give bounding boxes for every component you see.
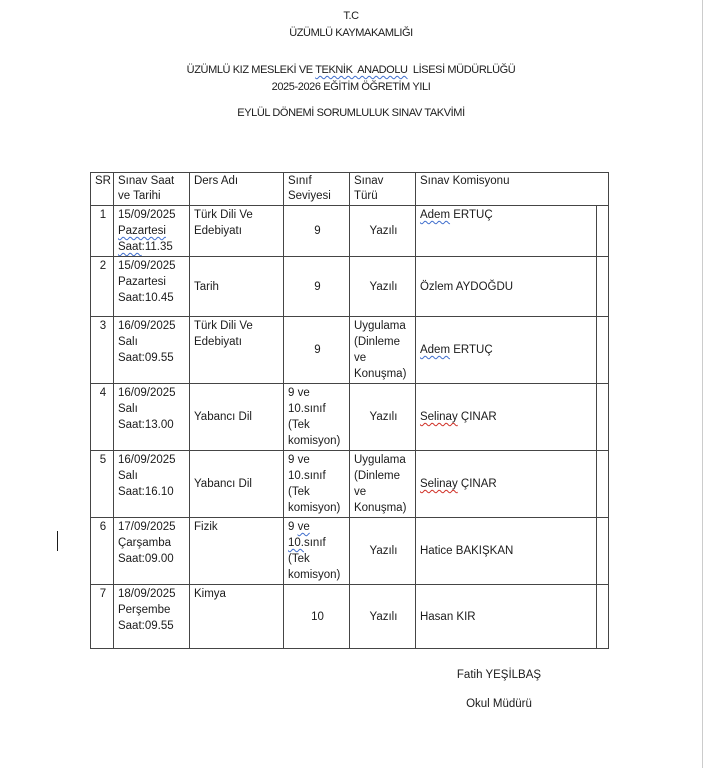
text-segment: (Tek — [287, 553, 310, 565]
text-segment: 9 — [314, 280, 321, 293]
cell-line — [288, 551, 347, 567]
text-segment: Türk Dili Ve — [193, 209, 253, 221]
cell-line — [118, 350, 187, 366]
text-segment: 3 — [99, 320, 107, 332]
text-segment: Yazılı — [369, 545, 398, 557]
cell-line — [95, 385, 111, 401]
text-segment: 4 — [99, 387, 107, 399]
text-segment: Tarih — [193, 280, 219, 293]
cell-exam-type — [349, 585, 415, 649]
text-segment: Uygulama — [353, 320, 406, 332]
cell-committee — [415, 518, 596, 585]
cell-line — [420, 409, 594, 425]
text-segment: Hatice BAKIŞKAN — [419, 545, 514, 557]
cell-line — [118, 207, 187, 223]
text-segment: Kimya — [193, 588, 226, 600]
column-header-label: Sınav — [353, 175, 384, 187]
text-segment: Pazartesi — [117, 276, 166, 288]
text-segment: LİSESİ MÜDÜRLÜĞÜ — [407, 64, 516, 76]
text-segment: ERTUÇ — [450, 344, 493, 356]
text-segment: 10.sınıf — [287, 470, 326, 482]
text-segment: ÇINAR — [457, 411, 497, 423]
cell-exam-datetime — [113, 384, 189, 451]
text-segment: 6 — [99, 521, 107, 533]
cell-line — [118, 223, 187, 239]
text-segment: ve — [353, 352, 367, 364]
doc-header-tc: T.C — [343, 10, 359, 22]
cell-line — [354, 452, 413, 468]
column-header-label: Türü — [353, 190, 378, 202]
cell-exam-type — [349, 317, 415, 384]
column-header-label: Ders Adı — [193, 175, 239, 187]
cell-course-name — [189, 317, 283, 384]
grammar-flagged-word: 10. — [287, 537, 304, 549]
text-segment: 10.sınıf — [287, 403, 326, 415]
text-cursor-artifact — [57, 531, 58, 551]
cell-course-name — [189, 518, 283, 585]
table-row — [91, 257, 609, 317]
table-row — [91, 518, 609, 585]
cell-line — [288, 519, 347, 535]
cell-line — [118, 258, 187, 274]
cell-line — [288, 567, 347, 583]
cell-committee — [415, 585, 596, 649]
text-segment: Konuşma) — [353, 368, 407, 380]
text-segment: Yabancı Dil — [193, 411, 252, 423]
text-segment: ve — [353, 486, 367, 498]
text-segment: 16/09/2025 — [117, 387, 176, 399]
cell-line — [354, 609, 413, 625]
cell-line — [288, 609, 347, 625]
cell-exam-datetime — [113, 317, 189, 384]
cell-exam-type — [349, 257, 415, 317]
cell-line — [354, 318, 413, 334]
column-header — [283, 173, 349, 206]
cell-line — [288, 223, 347, 239]
cell-grade-level — [283, 257, 349, 317]
column-header-label: Sınıf — [287, 175, 312, 187]
grammar-flagged-word: Saat — [117, 241, 142, 253]
cell-line — [118, 274, 187, 290]
cell-line — [354, 279, 413, 295]
doc-header-school-year: 2025-2026 EĞİTİM ÖĞRETİM YILI — [271, 81, 431, 93]
text-segment: komisyon) — [287, 569, 341, 581]
cell-line — [194, 334, 281, 350]
cell-line — [95, 207, 111, 223]
text-segment: 9 — [287, 521, 298, 533]
text-segment: (Tek — [287, 419, 310, 431]
cell-empty — [596, 384, 608, 451]
text-segment: Konuşma) — [353, 502, 407, 514]
cell-empty — [596, 257, 608, 317]
text-segment: 17/09/2025 — [117, 521, 176, 533]
cell-line — [194, 476, 281, 492]
cell-line — [95, 318, 111, 334]
spelling-flagged-word: Selinay — [419, 478, 458, 490]
cell-line — [420, 476, 594, 492]
cell-sr — [91, 384, 114, 451]
cell-line — [118, 551, 187, 567]
text-segment: (Tek — [287, 486, 310, 498]
table-body — [91, 206, 609, 649]
column-header-label: Seviyesi — [287, 190, 331, 202]
cell-exam-type — [349, 451, 415, 518]
cell-course-name — [189, 206, 283, 257]
text-segment: Edebiyatı — [193, 225, 242, 237]
cell-line — [118, 401, 187, 417]
text-segment: Uygulama — [353, 454, 406, 466]
text-segment: Türk Dili Ve — [193, 320, 253, 332]
cell-line — [288, 535, 347, 551]
doc-header-exam-calendar-title: EYLÜL DÖNEMİ SORUMLULUK SINAV TAKVİMİ — [237, 107, 465, 119]
cell-line — [118, 484, 187, 500]
text-segment: 9 ve — [287, 454, 310, 466]
cell-exam-datetime — [113, 451, 189, 518]
table-row — [91, 451, 609, 518]
cell-line — [95, 258, 111, 274]
table-row — [91, 317, 609, 384]
column-header — [113, 173, 189, 206]
grammar-flagged-word: Adem — [419, 344, 451, 356]
text-segment: ÜZÜMLÜ KIZ MESLEKİ VE — [186, 64, 316, 76]
cell-line — [420, 279, 594, 295]
cell-line — [118, 602, 187, 618]
text-segment: 16/09/2025 — [117, 320, 176, 332]
cell-line — [194, 409, 281, 425]
text-segment: 18/09/2025 — [117, 588, 176, 600]
cell-grade-level — [283, 384, 349, 451]
cell-grade-level — [283, 518, 349, 585]
cell-grade-level — [283, 585, 349, 649]
cell-line — [354, 500, 413, 516]
cell-line — [95, 519, 111, 535]
cell-line — [354, 484, 413, 500]
cell-committee — [415, 384, 596, 451]
cell-line — [354, 409, 413, 425]
cell-sr — [91, 317, 114, 384]
cell-course-name — [189, 384, 283, 451]
text-segment: Çarşamba — [117, 537, 172, 549]
cell-course-name — [189, 451, 283, 518]
cell-exam-type — [349, 206, 415, 257]
cell-line — [288, 417, 347, 433]
text-segment: Yazılı — [369, 411, 398, 423]
cell-exam-datetime — [113, 257, 189, 317]
cell-course-name — [189, 257, 283, 317]
cell-line — [288, 385, 347, 401]
column-header — [189, 173, 283, 206]
text-segment: Saat:09.55 — [117, 352, 174, 364]
cell-committee — [415, 451, 596, 518]
text-segment: 9 ve — [287, 387, 310, 399]
cell-sr — [91, 257, 114, 317]
text-segment: Saat:13.00 — [117, 419, 174, 431]
cell-line — [288, 279, 347, 295]
cell-line — [95, 452, 111, 468]
cell-line — [118, 239, 187, 255]
cell-line — [420, 342, 594, 358]
cell-line — [288, 433, 347, 449]
text-segment: 16/09/2025 — [117, 454, 176, 466]
table-row — [91, 206, 609, 257]
spelling-flagged-word: Selinay — [419, 411, 458, 423]
text-segment: 15/09/2025 — [117, 260, 176, 272]
text-segment: 1 — [99, 209, 107, 221]
cell-empty — [596, 451, 608, 518]
column-header-label: Sınav Saat — [117, 175, 175, 187]
cell-sr — [91, 206, 114, 257]
column-header — [91, 173, 114, 206]
cell-line — [288, 401, 347, 417]
signature-block — [389, 668, 609, 712]
cell-line — [288, 500, 347, 516]
cell-empty — [596, 585, 608, 649]
cell-empty — [596, 518, 608, 585]
signature-name: Fatih YEŞİLBAŞ — [456, 669, 542, 681]
grammar-flagged-word: Adem — [419, 209, 451, 221]
cell-exam-datetime — [113, 585, 189, 649]
cell-line — [354, 350, 413, 366]
cell-line — [118, 535, 187, 551]
text-segment: komisyon) — [287, 502, 341, 514]
text-segment: Salı — [117, 470, 138, 482]
cell-line — [118, 417, 187, 433]
text-segment: Yabancı Dil — [193, 478, 252, 490]
text-segment: Yazılı — [369, 610, 398, 623]
cell-line — [288, 468, 347, 484]
cell-line — [420, 543, 594, 559]
cell-line — [354, 223, 413, 239]
cell-line — [194, 586, 281, 602]
cell-line — [354, 366, 413, 382]
cell-exam-datetime — [113, 518, 189, 585]
text-segment: Salı — [117, 403, 138, 415]
cell-line — [118, 452, 187, 468]
column-header — [349, 173, 415, 206]
cell-committee — [415, 257, 596, 317]
cell-line — [420, 609, 594, 625]
text-segment: 2 — [99, 260, 107, 272]
text-segment: Salı — [117, 336, 138, 348]
text-segment: 15/09/2025 — [117, 209, 176, 221]
text-segment: 7 — [99, 588, 107, 600]
column-header-label: Sınav Komisyonu — [419, 175, 510, 187]
cell-line — [354, 468, 413, 484]
cell-course-name — [189, 585, 283, 649]
text-segment: Saat:09.55 — [117, 620, 174, 632]
cell-exam-type — [349, 384, 415, 451]
grammar-flagged-word: ve — [297, 521, 310, 533]
cell-line — [118, 290, 187, 306]
column-header-label: SR — [95, 175, 111, 187]
cell-grade-level — [283, 317, 349, 384]
cell-empty — [596, 317, 608, 384]
text-segment: :11.35 — [141, 241, 173, 253]
cell-line — [288, 342, 347, 358]
text-segment: 10 — [311, 610, 324, 623]
text-segment: ERTUÇ — [450, 209, 493, 221]
cell-line — [354, 543, 413, 559]
table-header-row — [91, 173, 609, 206]
cell-exam-datetime — [113, 206, 189, 257]
cell-line — [118, 334, 187, 350]
cell-exam-type — [349, 518, 415, 585]
text-segment: sınıf — [303, 537, 326, 549]
cell-line — [288, 452, 347, 468]
cell-line — [194, 519, 281, 535]
text-segment: Özlem AYDOĞDU — [419, 280, 514, 293]
table-row — [91, 384, 609, 451]
cell-grade-level — [283, 451, 349, 518]
cell-line — [420, 207, 594, 223]
text-segment: Saat:16.10 — [117, 486, 174, 498]
text-segment: Saat:10.45 — [117, 292, 174, 304]
table-row — [91, 585, 609, 649]
cell-committee — [415, 206, 596, 257]
cell-line — [118, 468, 187, 484]
cell-line — [194, 279, 281, 295]
text-segment: Edebiyatı — [193, 336, 242, 348]
cell-line — [95, 586, 111, 602]
cell-empty — [596, 206, 608, 257]
cell-line — [118, 586, 187, 602]
cell-line — [354, 334, 413, 350]
exam-schedule-table — [90, 172, 609, 649]
cell-sr — [91, 518, 114, 585]
grammar-flagged-word: Pazartesi — [117, 225, 166, 237]
text-segment: Saat:09.00 — [117, 553, 174, 565]
text-segment: Yazılı — [369, 280, 398, 293]
cell-line — [118, 519, 187, 535]
cell-line — [288, 484, 347, 500]
text-segment: (Dinleme — [353, 336, 400, 348]
cell-sr — [91, 585, 114, 649]
cell-line — [194, 223, 281, 239]
signature-title: Okul Müdürü — [466, 698, 532, 710]
doc-header-school — [0, 63, 702, 78]
text-segment: Hasan KIR — [419, 610, 476, 623]
cell-sr — [91, 451, 114, 518]
text-segment: komisyon) — [287, 435, 341, 447]
cell-line — [118, 385, 187, 401]
text-segment: Fizik — [193, 521, 218, 533]
cell-line — [118, 318, 187, 334]
text-segment: 9 — [314, 344, 321, 356]
cell-line — [194, 207, 281, 223]
cell-grade-level — [283, 206, 349, 257]
cell-committee — [415, 317, 596, 384]
text-segment: Perşembe — [117, 604, 171, 616]
column-header-label: ve Tarihi — [117, 190, 161, 202]
doc-header-district: ÜZÜMLÜ KAYMAKAMLIĞI — [289, 27, 413, 39]
cell-line — [118, 618, 187, 634]
table-head — [91, 173, 609, 206]
text-segment: ÇINAR — [457, 478, 497, 490]
text-segment: (Dinleme — [353, 470, 400, 482]
text-segment: 5 — [99, 454, 107, 466]
cell-line — [194, 318, 281, 334]
text-segment: 9 — [314, 225, 321, 237]
grammar-flagged-word: TEKNİK ANADOLU — [315, 64, 408, 76]
text-segment: Yazılı — [369, 225, 398, 237]
column-header — [415, 173, 608, 206]
